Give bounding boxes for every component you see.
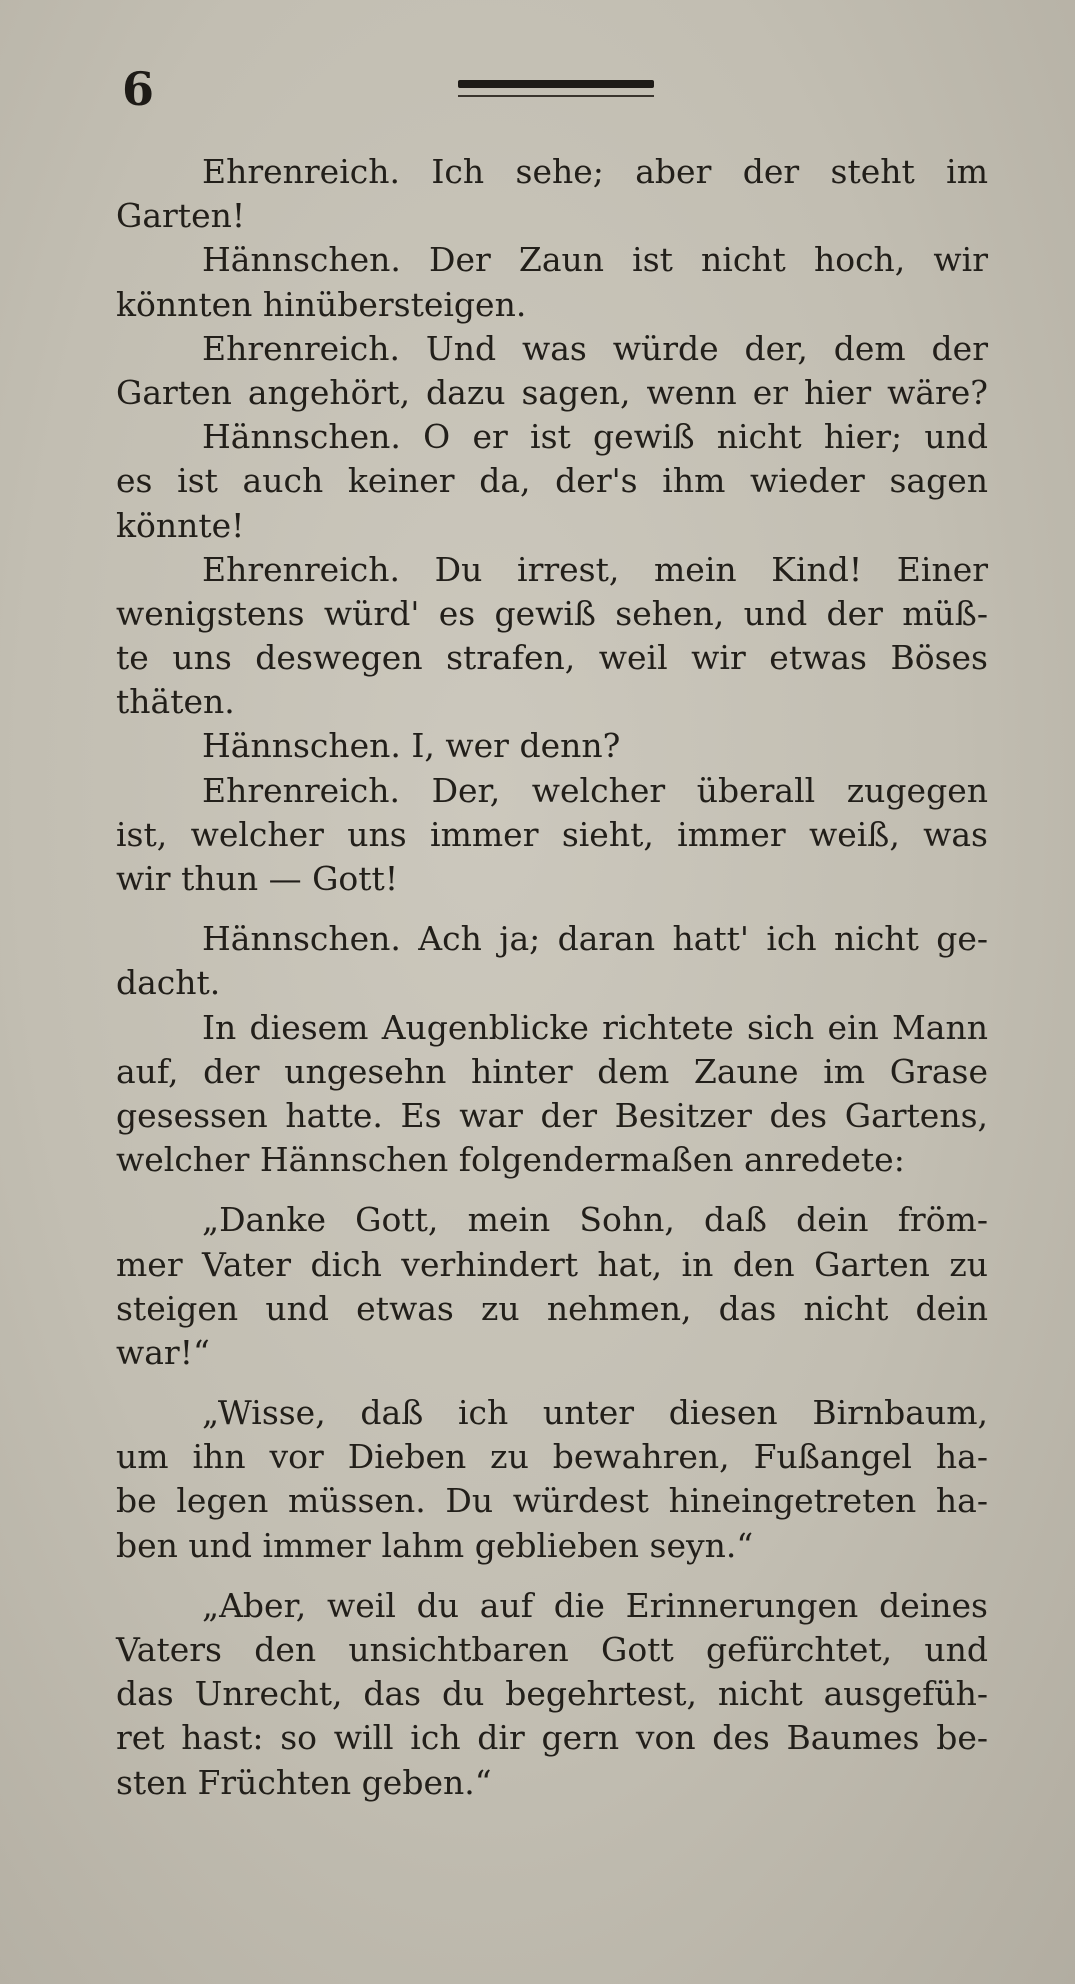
text-line: Ehrenreich. Der, welcher überall zugegen <box>202 770 988 810</box>
text-line: Hännschen. Ach ja; daran hatt' ich nicht ge- <box>202 919 988 959</box>
text-line: auf, der ungesehn hinter dem Zaune im Grase <box>116 1051 988 1091</box>
text-line: ben und immer lahm geblieben seyn.“ <box>116 1525 754 1565</box>
text-line: ist, welcher uns immer sieht, immer weiß, was <box>116 814 988 854</box>
text-line: „Danke Gott, mein Sohn, daß dein fröm- <box>202 1200 988 1240</box>
text-line: Ehrenreich. Du irrest, mein Kind! Einer <box>202 549 988 589</box>
text-line: könnten hinübersteigen. <box>116 284 527 324</box>
paragraph-gap <box>116 1375 988 1391</box>
text-line: Vaters den unsichtbaren Gott gefürchtet, und <box>116 1630 988 1669</box>
header-rule-thin <box>458 95 654 97</box>
text-line: gesessen hatte. Es war der Besitzer des Gartens, <box>116 1095 988 1135</box>
text-line: Hännschen. Der Zaun ist nicht hoch, wir <box>202 240 988 280</box>
body-text <box>116 150 988 1805</box>
text-line: um ihn vor Dieben zu bewahren, Fußangel ha- <box>116 1437 988 1477</box>
text-line: te uns deswegen strafen, weil wir etwas Böses <box>116 638 988 678</box>
text-line: war!“ <box>116 1332 210 1372</box>
text-line: „Wisse, daß ich unter diesen Birnbaum, <box>202 1393 988 1433</box>
text-line: welcher Hännschen folgendermaßen anredete: <box>116 1140 905 1180</box>
page-number: 6 <box>122 62 155 116</box>
text-line: steigen und etwas zu nehmen, das nicht dein <box>116 1288 988 1328</box>
text-line: Hännschen. O er ist gewiß nicht hier; und <box>202 417 988 457</box>
text-line: Ehrenreich. Ich sehe; aber der steht im <box>202 152 988 191</box>
text-line: mer Vater dich verhindert hat, in den Garten zu <box>116 1244 988 1284</box>
text-line: wir thun — Gott! <box>116 859 399 898</box>
text-line: es ist auch keiner da, der's ihm wieder sagen <box>116 461 988 501</box>
text-line: dacht. <box>116 963 221 1003</box>
text-line: ret hast: so will ich dir gern von des Baumes be- <box>116 1718 988 1758</box>
text-line: sten Früchten geben.“ <box>116 1762 492 1802</box>
text-line: Garten angehört, dazu sagen, wenn er hier wäre? <box>116 372 988 412</box>
text-line: könnte! <box>116 505 245 545</box>
paragraph-gap <box>116 1568 988 1584</box>
text-line: „Aber, weil du auf die Erinnerungen deines <box>202 1585 988 1625</box>
header-rule <box>458 80 654 88</box>
text-line: Hännschen. I, wer denn? <box>202 726 621 766</box>
text-line: das Unrecht, das du begehrtest, nicht ausgefüh- <box>116 1674 988 1714</box>
text-line: Garten! <box>116 196 246 236</box>
paragraph-gap <box>116 1182 988 1198</box>
text-line: wenigstens würd' es gewiß sehen, und der müß- <box>116 593 988 633</box>
text-line: Ehrenreich. Und was würde der, dem der <box>202 328 988 368</box>
text-line: In diesem Augenblicke richtete sich ein Mann <box>202 1007 988 1047</box>
paragraph-gap <box>116 901 988 917</box>
text-line: thäten. <box>116 682 235 722</box>
text-line: be legen müssen. Du würdest hineingetreten ha- <box>116 1481 988 1521</box>
